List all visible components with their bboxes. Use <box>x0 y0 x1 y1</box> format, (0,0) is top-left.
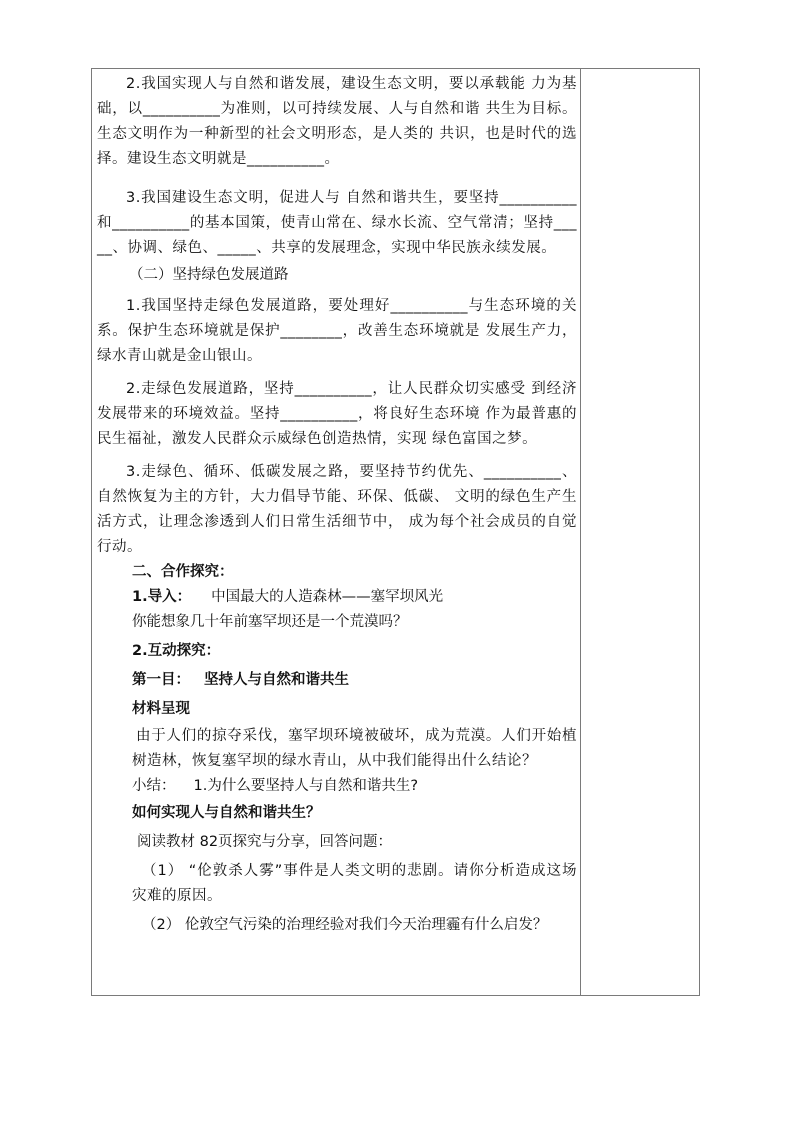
summary-label: 小结： <box>132 778 176 794</box>
intro-label: 1.导入： <box>132 589 192 605</box>
question-2: （2） 伦敦空气污染的治理经验对我们今天治理霾有什么启发？ <box>142 917 548 933</box>
how-heading: 如何实现人与自然和谐共生？ <box>132 805 321 821</box>
section-heading-green-development: （二）坚持绿色发展道路 <box>129 267 289 283</box>
material-paragraph: 由于人们的掠夺采伐，塞罕坝环境被破坏，成为荒漠。人们开始植树造林，恢复塞罕坝的绿水青山，从中我们能得出什么结论？ <box>132 728 577 769</box>
intro-line <box>97 585 577 610</box>
first-item-line <box>97 668 577 693</box>
first-item-label: 第一目： <box>132 672 190 688</box>
material-heading: 材料呈现 <box>132 701 190 717</box>
green-paragraph-3: 3.走绿色、循环、低碳发展之路，要坚持节约优先、__________、自然恢复为主的方针，大力倡导节能、环保、低碳、 文明的绿色生产生活方式，让理念渗透到人们日常生活细节中， 成为每个社会成员的自觉行动。 <box>97 464 577 555</box>
reading-instruction: 阅读教材 82页探究与分享，回答问题： <box>137 834 393 850</box>
paragraph-2: 2.我国实现人与自然和谐发展，建设生态文明，要以承载能 力为基础，以__________为准则，以可持续发展、人与自然和谐 共生为目标。生态文明作为一种新型的社会文明形态，是人类的 共识，也是时代的选择。建设生态文明就是__________。 <box>97 76 577 167</box>
question-1: （1） “伦敦杀人雾”事件是人类文明的悲剧。请你分析造成这场灾难的原因。 <box>132 863 577 904</box>
intro-text: 中国最大的人造森林——塞罕坝风光 <box>211 589 444 605</box>
interactive-heading: 2.互动探究： <box>132 643 221 659</box>
column-divider <box>580 68 581 996</box>
summary-line <box>97 774 577 799</box>
first-item-text: 坚持人与自然和谐共生 <box>204 672 349 688</box>
green-paragraph-2: 2.走绿色发展道路，坚持__________，让人民群众切实感受 到经济发展带来的环境效益。坚持__________，将良好生态环境 作为最普惠的民生福祉，激发人民群众示威绿色创造热情，实现 绿色富国之梦。 <box>97 381 577 447</box>
intro-question: 你能想象几十年前塞罕坝还是一个荒漠吗？ <box>132 614 408 630</box>
summary-text: 1.为什么要坚持人与自然和谐共生? <box>193 778 419 794</box>
cooperation-heading: 二、合作探究： <box>132 564 234 580</box>
paragraph-3: 3.我国建设生态文明，促进人与 自然和谐共生，要坚持__________和__________的基本国策，使青山常在、绿水长流、空气常清；坚持_____、协调、绿色、_____、共享的发展理念，实现中华民族永续发展。 <box>97 190 577 256</box>
main-cell <box>97 70 577 938</box>
green-paragraph-1: 1.我国坚持走绿色发展道路，要处理好__________与生态环境的关系。保护生态环境就是保护________，改善生态环境就是 发展生产力，绿水青山就是金山银山。 <box>97 298 577 364</box>
